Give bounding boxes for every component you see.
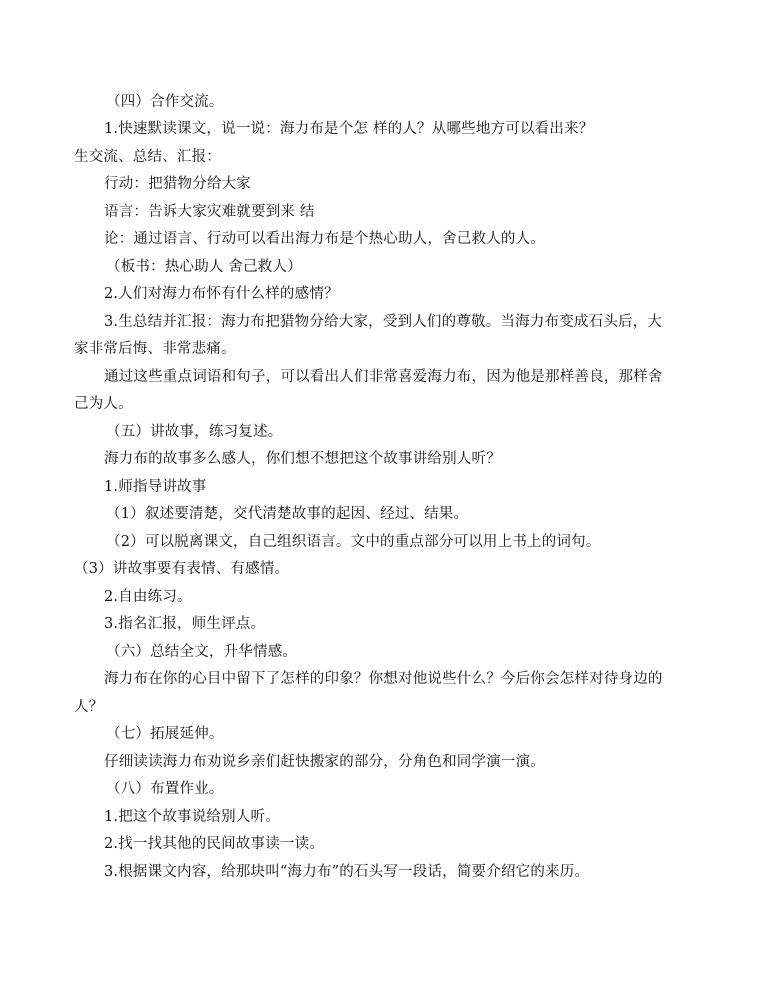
summary-report-line-2: 家非常后悔、非常悲痛。: [74, 341, 236, 357]
blackboard-note: （板书：热心助人 舍己救人）: [106, 259, 302, 275]
speech-point: 语言：告诉大家灾难就要到来 结: [104, 204, 315, 220]
guidance-item-1: 1.师指导讲故事: [104, 479, 207, 495]
section-heading-5: （五）讲故事，练习复述。: [106, 424, 283, 440]
impression-question-line-2: 人？: [74, 699, 104, 715]
conclusion-line: 论：通过语言、行动可以看出海力布是个热心助人，舍己救人的人。: [104, 231, 545, 247]
section-heading-8: （八）布置作业。: [106, 781, 224, 797]
homework-item-2: 2.找一找其他的民间故事读一读。: [104, 836, 325, 852]
summary-report-line-1: 3.生总结并汇报：海力布把猎物分给大家，受到人们的尊敬。当海力布变成石头后，大: [104, 314, 663, 330]
student-report-intro: 生交流、总结、汇报：: [74, 149, 221, 165]
section-heading-7: （七）拓展延伸。: [106, 726, 224, 742]
question-2: 2.人们对海力布怀有什么样的感情？: [104, 286, 339, 302]
guidance-subitem-2: （2）可以脱离课文，自己组织语言。文中的重点部分可以用上书上的词句。: [106, 534, 601, 550]
homework-item-1: 1.把这个故事说给别人听。: [104, 809, 280, 825]
guidance-subitem-1: （1）叙述要清楚，交代清楚故事的起因、经过、结果。: [106, 506, 469, 522]
key-words-paragraph-line-2: 己为人。: [74, 396, 133, 412]
homework-item-3: 3.根据课文内容，给那块叫“海力布”的石头写一段话，简要介绍它的来历。: [104, 864, 590, 880]
guidance-item-3: 3.指名汇报，师生评点。: [104, 616, 266, 632]
impression-question-line-1: 海力布在你的心目中留下了怎样的印象？你想对他说些什么？今后你会怎样对待身边的: [104, 671, 663, 687]
action-point: 行动：把猎物分给大家: [104, 176, 251, 192]
extension-activity: 仔细读读海力布劝说乡亲们赶快搬家的部分，分角色和同学演一演。: [104, 754, 545, 770]
guidance-item-2: 2.自由练习。: [104, 589, 192, 605]
key-words-paragraph-line-1: 通过这些重点词语和句子，可以看出人们非常喜爱海力布，因为他是那样善良，那样舍: [104, 369, 663, 385]
section-heading-4: （四）合作交流。: [106, 94, 224, 110]
section-heading-6: （六）总结全文，升华情感。: [106, 644, 298, 660]
question-1: 1.快速默读课文，说一说：海力布是个怎 样的人？从哪些地方可以看出来？: [104, 121, 594, 137]
storytelling-prompt: 海力布的故事多么感人，你们想不想把这个故事讲给别人听？: [104, 451, 501, 467]
guidance-subitem-3: （3）讲故事要有表情、有感情。: [74, 561, 290, 577]
